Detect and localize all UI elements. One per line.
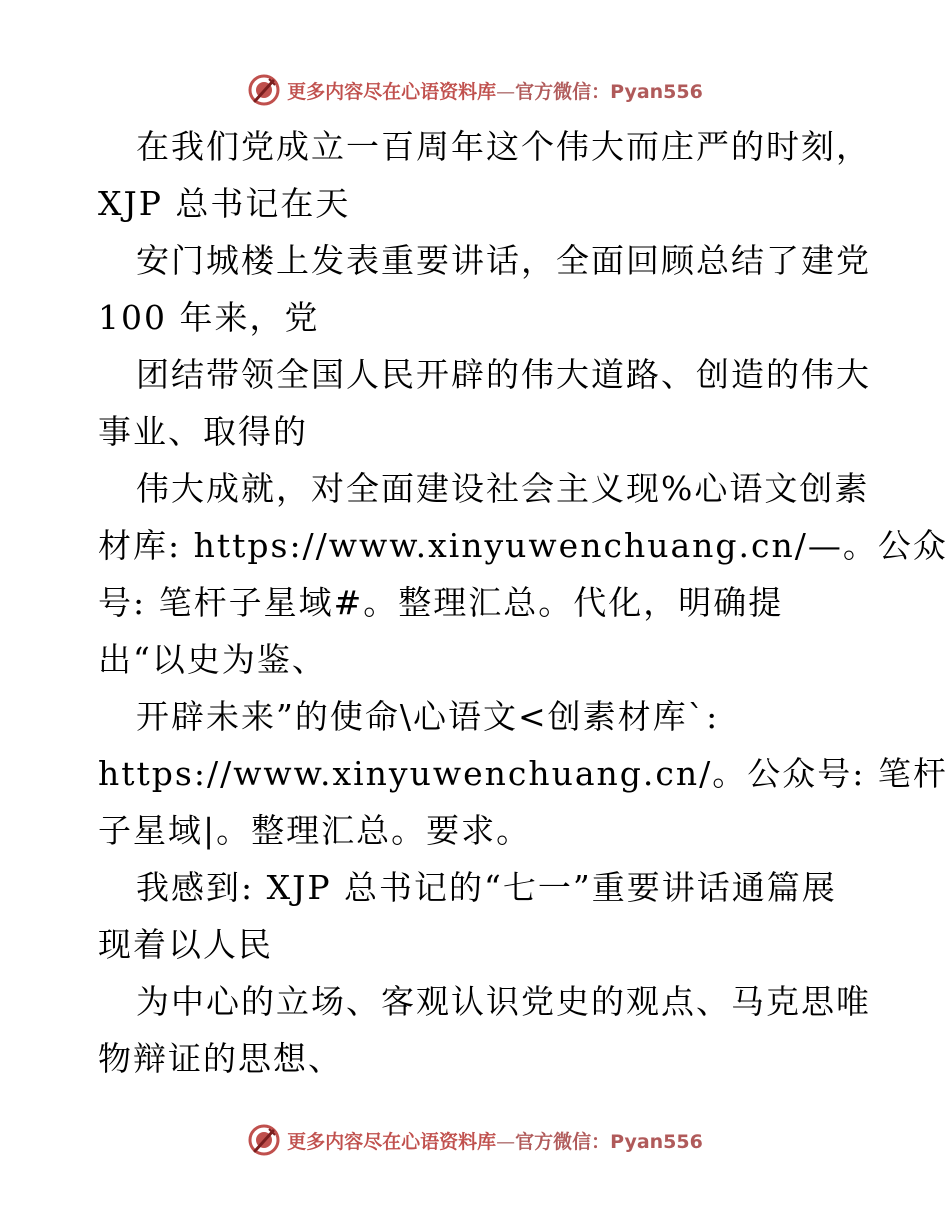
body-line: 物辩证的思想、 (98, 1039, 343, 1078)
banner-wechat: 官方微信：Pyan556 (515, 80, 703, 103)
banner-title: 更多内容尽在心语资料库 (287, 80, 497, 103)
body-line: 子星域|。整理汇总。要求。 (98, 811, 532, 850)
body-line: 我感到: XJP 总书记的“七一”重要讲话通篇展 (136, 868, 837, 907)
body-line: 出“以史为鉴、 (98, 640, 327, 679)
document-body (98, 118, 948, 1087)
body-line: XJP 总书记在天 (98, 184, 351, 223)
banner-wechat: 官方微信：Pyan556 (515, 1130, 703, 1153)
body-line: 事业、取得的 (98, 412, 308, 451)
footer-banner (0, 1120, 950, 1160)
banner-inner (247, 1123, 703, 1157)
body-line: 安门城楼上发表重要讲话，全面回顾总结了建党 (136, 241, 871, 280)
body-line: 材库: https://www.xinyuwenchuang.cn/—。公众 (98, 526, 948, 565)
body-line: 团结带领全国人民开辟的伟大道路、创造的伟大 (136, 355, 871, 394)
header-banner (0, 70, 950, 110)
banner-title: 更多内容尽在心语资料库 (287, 1130, 497, 1153)
banner-separator: — (496, 1130, 516, 1153)
body-line: 100 年来，党 (98, 298, 320, 337)
banner-text (287, 1127, 703, 1154)
banner-separator: — (496, 80, 516, 103)
body-line: 在我们党成立一百周年这个伟大而庄严的时刻， (136, 127, 871, 166)
body-line: 伟大成就，对全面建设社会主义现%心语文创素 (136, 469, 870, 508)
body-line: 号: 笔杆子星域#。整理汇总。代化，明确提 (98, 583, 784, 622)
body-line: 为中心的立场、客观认识党史的观点、马克思唯 (136, 982, 871, 1021)
body-line: 现着以人民 (98, 925, 273, 964)
banner-text (287, 77, 703, 104)
banner-inner (247, 73, 703, 107)
body-line: https://www.xinyuwenchuang.cn/。公众号: 笔杆 (98, 754, 948, 793)
pen-seal-logo-icon (247, 1123, 281, 1157)
pen-seal-logo-icon (247, 73, 281, 107)
body-line: 开辟未来”的使命\心语文<创素材库`: (136, 697, 720, 736)
